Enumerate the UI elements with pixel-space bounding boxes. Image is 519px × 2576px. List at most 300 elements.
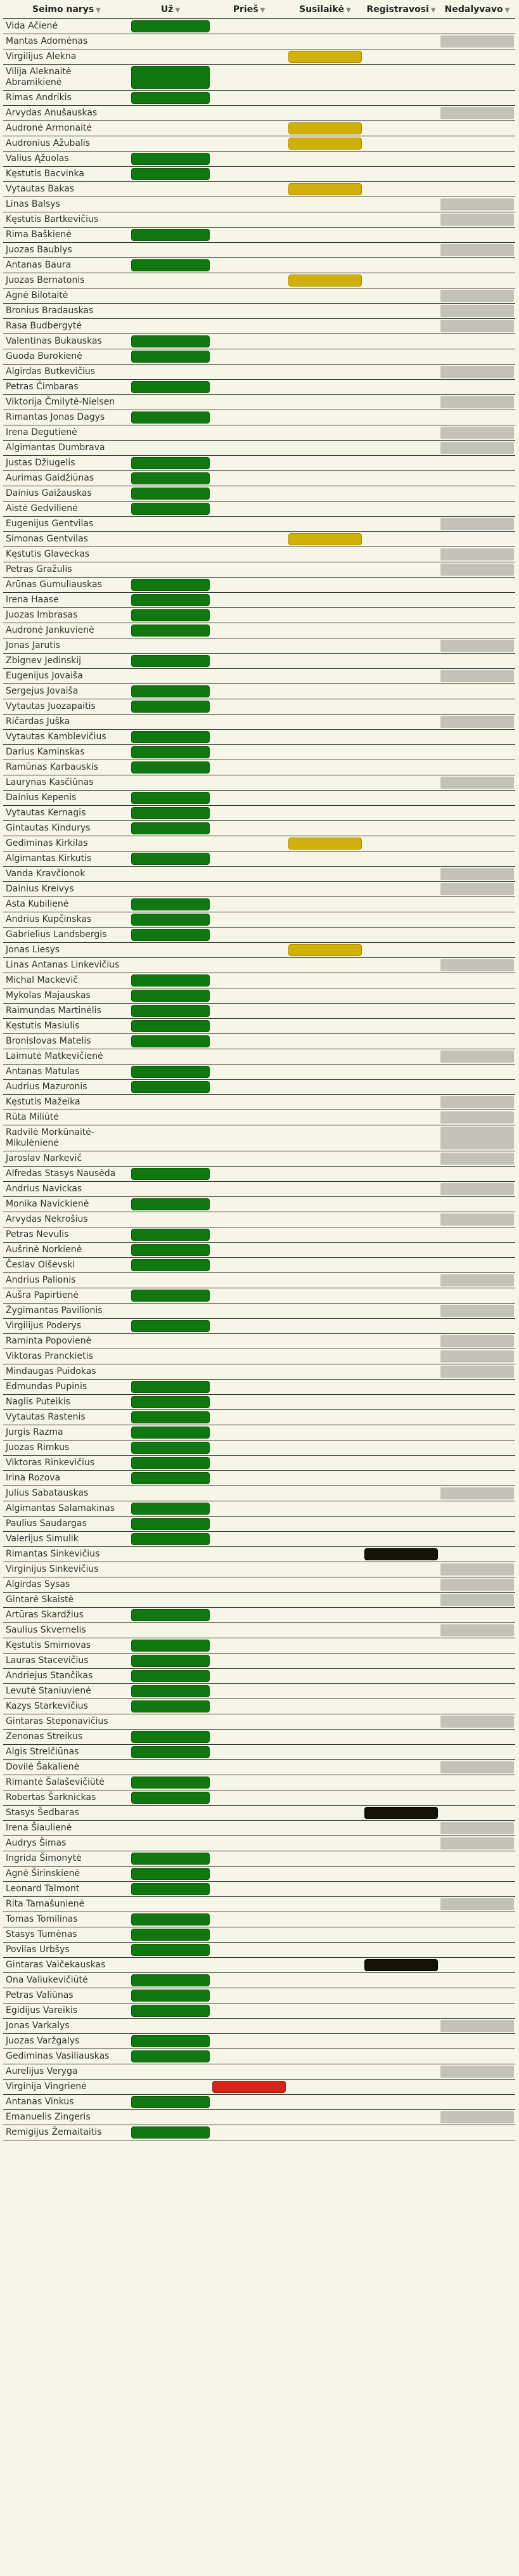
vote-cell-susilaike — [287, 1897, 363, 1912]
vote-bar-nedalyvavo — [440, 2111, 514, 2123]
member-name: Gintarė Skaistė — [3, 1593, 130, 1608]
member-name: Dainius Kreivys — [3, 882, 130, 897]
vote-cell-pries — [211, 19, 287, 34]
table-row — [3, 2125, 515, 2140]
vote-bar-nedalyvavo — [440, 244, 514, 256]
vote-cell-registravosi — [363, 1943, 439, 1958]
vote-cell-susilaike — [287, 1532, 363, 1547]
vote-cell-registravosi — [363, 1349, 439, 1364]
vote-cell-registravosi — [363, 654, 439, 669]
vote-cell-registravosi — [363, 517, 439, 532]
vote-cell-nedalyvavo — [439, 1440, 515, 1456]
table-row — [3, 1851, 515, 1867]
vote-cell-pries — [211, 1867, 287, 1882]
column-header-registravosi[interactable] — [363, 0, 439, 19]
table-row — [3, 1380, 515, 1395]
vote-cell-registravosi — [363, 1182, 439, 1197]
vote-bar-nedalyvavo — [440, 1350, 514, 1362]
vote-cell-susilaike — [287, 486, 363, 502]
member-name: Zenonas Streikus — [3, 1730, 130, 1745]
member-name: Linas Balsys — [3, 197, 130, 212]
vote-bar-nedalyvavo — [440, 320, 514, 332]
vote-cell-za — [130, 1547, 211, 1562]
column-header-nedalyvavo[interactable] — [439, 0, 515, 19]
vote-bar-nedalyvavo — [440, 548, 514, 560]
table-row — [3, 1212, 515, 1227]
vote-cell-za — [130, 1714, 211, 1730]
vote-cell-nedalyvavo — [439, 1501, 515, 1517]
vote-cell-nedalyvavo — [439, 319, 515, 334]
vote-cell-pries — [211, 349, 287, 365]
table-row — [3, 1669, 515, 1684]
vote-cell-pries — [211, 1821, 287, 1836]
vote-cell-registravosi — [363, 273, 439, 288]
member-name: Antanas Matulas — [3, 1065, 130, 1080]
vote-cell-registravosi — [363, 1065, 439, 1080]
vote-cell-nedalyvavo — [439, 1882, 515, 1897]
vote-cell-nedalyvavo — [439, 1080, 515, 1095]
vote-bar-za — [131, 2035, 210, 2047]
vote-bar-registravosi — [364, 1807, 438, 1819]
vote-bar-za — [131, 168, 210, 180]
vote-cell-pries — [211, 958, 287, 973]
vote-cell-pries — [211, 1699, 287, 1714]
vote-cell-registravosi — [363, 2064, 439, 2080]
vote-cell-registravosi — [363, 1806, 439, 1821]
vote-cell-registravosi — [363, 243, 439, 258]
vote-bar-za — [131, 898, 210, 910]
table-row — [3, 851, 515, 867]
vote-cell-susilaike — [287, 365, 363, 380]
vote-cell-nedalyvavo — [439, 1182, 515, 1197]
vote-cell-susilaike — [287, 349, 363, 365]
table-row — [3, 1790, 515, 1806]
vote-cell-nedalyvavo — [439, 304, 515, 319]
table-row — [3, 121, 515, 136]
vote-cell-nedalyvavo — [439, 928, 515, 943]
table-row — [3, 1608, 515, 1623]
vote-cell-za — [130, 471, 211, 486]
vote-cell-za — [130, 65, 211, 91]
vote-cell-pries — [211, 1258, 287, 1273]
member-name: Jonas Jarutis — [3, 638, 130, 654]
vote-cell-registravosi — [363, 91, 439, 106]
vote-cell-za — [130, 2003, 211, 2019]
vote-bar-za — [131, 746, 210, 758]
table-row — [3, 562, 515, 578]
vote-cell-registravosi — [363, 1034, 439, 1049]
member-name: Monika Navickienė — [3, 1197, 130, 1212]
member-name: Arūnas Gumuliauskas — [3, 578, 130, 593]
vote-bar-nedalyvavo — [440, 670, 514, 682]
vote-cell-registravosi — [363, 65, 439, 91]
member-name: Ona Valiukevičiūtė — [3, 1973, 130, 1988]
vote-cell-susilaike — [287, 836, 363, 851]
vote-bar-za — [131, 1746, 210, 1758]
vote-cell-za — [130, 745, 211, 760]
member-name: Audronė Armonaitė — [3, 121, 130, 136]
vote-cell-susilaike — [287, 2003, 363, 2019]
vote-cell-susilaike — [287, 1095, 363, 1110]
vote-cell-susilaike — [287, 1623, 363, 1638]
vote-bar-za — [131, 1518, 210, 1530]
member-name: Tomas Tomilinas — [3, 1912, 130, 1927]
vote-bar-za — [131, 1005, 210, 1017]
vote-cell-za — [130, 1608, 211, 1623]
table-header-row — [3, 0, 515, 19]
table-row — [3, 1517, 515, 1532]
member-name: Bronislovas Matelis — [3, 1034, 130, 1049]
vote-cell-za — [130, 349, 211, 365]
vote-cell-nedalyvavo — [439, 1821, 515, 1836]
table-row — [3, 1927, 515, 1943]
vote-cell-za — [130, 1638, 211, 1654]
vote-cell-nedalyvavo — [439, 669, 515, 684]
sort-desc-icon: ▼ — [504, 6, 510, 14]
vote-cell-za — [130, 486, 211, 502]
member-name: Žygimantas Pavilionis — [3, 1304, 130, 1319]
vote-cell-susilaike — [287, 1851, 363, 1867]
vote-bar-za — [131, 2005, 210, 2017]
vote-cell-nedalyvavo — [439, 532, 515, 547]
vote-cell-pries — [211, 456, 287, 471]
vote-cell-susilaike — [287, 319, 363, 334]
vote-cell-za — [130, 988, 211, 1004]
column-header-za[interactable] — [130, 0, 211, 19]
member-name: Valius Ąžuolas — [3, 152, 130, 167]
member-name: Agnė Bilotaitė — [3, 288, 130, 304]
vote-cell-pries — [211, 243, 287, 258]
vote-cell-susilaike — [287, 851, 363, 867]
vote-bar-nedalyvavo — [440, 442, 514, 454]
vote-cell-nedalyvavo — [439, 228, 515, 243]
vote-cell-registravosi — [363, 106, 439, 121]
vote-cell-nedalyvavo — [439, 821, 515, 836]
vote-cell-za — [130, 851, 211, 867]
vote-cell-nedalyvavo — [439, 1943, 515, 1958]
vote-cell-nedalyvavo — [439, 395, 515, 410]
vote-cell-registravosi — [363, 1197, 439, 1212]
member-name: Aurimas Gaidžiūnas — [3, 471, 130, 486]
vote-cell-pries — [211, 1019, 287, 1034]
member-name: Juozas Rimkus — [3, 1440, 130, 1456]
vote-bar-za — [131, 2126, 210, 2139]
vote-cell-nedalyvavo — [439, 1623, 515, 1638]
vote-cell-pries — [211, 1897, 287, 1912]
vote-bar-nedalyvavo — [440, 1153, 514, 1165]
vote-cell-registravosi — [363, 1912, 439, 1927]
vote-cell-susilaike — [287, 471, 363, 486]
table-row — [3, 608, 515, 623]
vote-cell-registravosi — [363, 821, 439, 836]
column-header-pries[interactable] — [211, 0, 287, 19]
vote-cell-pries — [211, 1004, 287, 1019]
member-name: Mantas Adomėnas — [3, 34, 130, 49]
vote-bar-za — [131, 1066, 210, 1078]
table-row — [3, 19, 515, 34]
vote-cell-za — [130, 578, 211, 593]
member-name: Algirdas Sysas — [3, 1577, 130, 1593]
vote-cell-za — [130, 1065, 211, 1080]
vote-cell-za — [130, 1410, 211, 1425]
vote-cell-pries — [211, 2125, 287, 2140]
vote-cell-pries — [211, 106, 287, 121]
vote-bar-za — [131, 1457, 210, 1469]
vote-cell-nedalyvavo — [439, 1212, 515, 1227]
column-header-name-label: Seimo narys — [32, 4, 94, 15]
vote-cell-nedalyvavo — [439, 1334, 515, 1349]
member-name: Antanas Baura — [3, 258, 130, 273]
vote-cell-za — [130, 1425, 211, 1440]
table-row — [3, 1943, 515, 1958]
vote-cell-pries — [211, 578, 287, 593]
vote-cell-registravosi — [363, 1440, 439, 1456]
vote-cell-susilaike — [287, 775, 363, 791]
vote-bar-za — [131, 701, 210, 713]
table-row — [3, 1501, 515, 1517]
vote-bar-nedalyvavo — [440, 2020, 514, 2032]
column-header-name[interactable] — [3, 0, 130, 19]
vote-cell-za — [130, 836, 211, 851]
vote-cell-za — [130, 1486, 211, 1501]
vote-bar-nedalyvavo — [440, 518, 514, 530]
vote-cell-za — [130, 49, 211, 65]
vote-cell-susilaike — [287, 1654, 363, 1669]
vote-cell-za — [130, 502, 211, 517]
vote-cell-nedalyvavo — [439, 19, 515, 34]
vote-cell-za — [130, 34, 211, 49]
table-row — [3, 532, 515, 547]
vote-cell-nedalyvavo — [439, 1836, 515, 1851]
vote-bar-za — [131, 92, 210, 104]
table-row — [3, 273, 515, 288]
vote-cell-susilaike — [287, 1288, 363, 1304]
vote-cell-nedalyvavo — [439, 273, 515, 288]
vote-cell-registravosi — [363, 1425, 439, 1440]
vote-cell-pries — [211, 2034, 287, 2049]
vote-cell-za — [130, 1349, 211, 1364]
member-name: Kęstutis Mažeika — [3, 1095, 130, 1110]
member-name: Irina Rozova — [3, 1471, 130, 1486]
vote-cell-susilaike — [287, 1517, 363, 1532]
vote-cell-registravosi — [363, 867, 439, 882]
vote-cell-za — [130, 1182, 211, 1197]
member-name: Česlav Olševski — [3, 1258, 130, 1273]
member-name: Mindaugas Puidokas — [3, 1364, 130, 1380]
vote-cell-registravosi — [363, 1745, 439, 1760]
vote-cell-nedalyvavo — [439, 562, 515, 578]
vote-bar-nedalyvavo — [440, 36, 514, 48]
member-name: Algimantas Kirkutis — [3, 851, 130, 867]
vote-cell-pries — [211, 897, 287, 912]
vote-cell-pries — [211, 2049, 287, 2064]
vote-cell-registravosi — [363, 258, 439, 273]
vote-cell-za — [130, 19, 211, 34]
table-row — [3, 106, 515, 121]
vote-cell-pries — [211, 258, 287, 273]
vote-bar-za — [131, 503, 210, 515]
table-row — [3, 334, 515, 349]
vote-cell-za — [130, 2034, 211, 2049]
vote-cell-pries — [211, 654, 287, 669]
member-name: Leonard Talmont — [3, 1882, 130, 1897]
vote-bar-za — [131, 1731, 210, 1743]
vote-cell-registravosi — [363, 851, 439, 867]
vote-cell-pries — [211, 928, 287, 943]
vote-cell-za — [130, 562, 211, 578]
vote-cell-susilaike — [287, 1065, 363, 1080]
vote-cell-registravosi — [363, 197, 439, 212]
vote-cell-nedalyvavo — [439, 2003, 515, 2019]
vote-cell-registravosi — [363, 2095, 439, 2110]
vote-cell-pries — [211, 1517, 287, 1532]
vote-bar-za — [131, 1777, 210, 1789]
table-row — [3, 1654, 515, 1669]
vote-cell-registravosi — [363, 1456, 439, 1471]
vote-cell-susilaike — [287, 1745, 363, 1760]
vote-cell-susilaike — [287, 34, 363, 49]
vote-cell-za — [130, 1125, 211, 1151]
member-name: Vida Ačienė — [3, 19, 130, 34]
vote-cell-registravosi — [363, 1623, 439, 1638]
vote-cell-pries — [211, 1425, 287, 1440]
sort-desc-icon: ▼ — [430, 6, 436, 14]
vote-cell-pries — [211, 806, 287, 821]
vote-cell-pries — [211, 1912, 287, 1927]
vote-cell-susilaike — [287, 1319, 363, 1334]
table-row — [3, 1227, 515, 1243]
vote-cell-susilaike — [287, 136, 363, 152]
vote-cell-susilaike — [287, 1258, 363, 1273]
vote-bar-za — [131, 974, 210, 987]
column-header-susilaike[interactable] — [287, 0, 363, 19]
vote-cell-za — [130, 821, 211, 836]
vote-cell-za — [130, 1760, 211, 1775]
vote-cell-pries — [211, 851, 287, 867]
vote-cell-za — [130, 882, 211, 897]
column-header-za-label: Už — [160, 4, 174, 15]
vote-cell-susilaike — [287, 1988, 363, 2003]
vote-cell-nedalyvavo — [439, 456, 515, 471]
vote-cell-pries — [211, 1410, 287, 1425]
vote-cell-susilaike — [287, 425, 363, 441]
vote-cell-nedalyvavo — [439, 1065, 515, 1080]
vote-cell-nedalyvavo — [439, 91, 515, 106]
vote-cell-nedalyvavo — [439, 2080, 515, 2095]
vote-cell-za — [130, 1151, 211, 1167]
vote-cell-pries — [211, 1049, 287, 1065]
member-name: Robertas Šarknickas — [3, 1790, 130, 1806]
vote-bar-za — [131, 259, 210, 271]
table-row — [3, 988, 515, 1004]
table-row — [3, 1243, 515, 1258]
vote-cell-nedalyvavo — [439, 1973, 515, 1988]
vote-bar-nedalyvavo — [440, 959, 514, 971]
vote-cell-za — [130, 958, 211, 973]
vote-cell-za — [130, 1395, 211, 1410]
vote-cell-nedalyvavo — [439, 2064, 515, 2080]
vote-cell-nedalyvavo — [439, 152, 515, 167]
table-row — [3, 456, 515, 471]
vote-bar-susilaike — [288, 138, 362, 150]
vote-cell-susilaike — [287, 1080, 363, 1095]
vote-cell-registravosi — [363, 836, 439, 851]
vote-bar-za — [131, 594, 210, 606]
table-row — [3, 912, 515, 928]
vote-cell-nedalyvavo — [439, 1638, 515, 1654]
table-row — [3, 258, 515, 273]
vote-bar-za — [131, 2096, 210, 2108]
member-name: Vytautas Bakas — [3, 182, 130, 197]
table-row — [3, 1988, 515, 2003]
vote-cell-nedalyvavo — [439, 1912, 515, 1927]
vote-cell-registravosi — [363, 1501, 439, 1517]
table-row — [3, 1699, 515, 1714]
member-name: Aušrinė Norkienė — [3, 1243, 130, 1258]
vote-bar-nedalyvavo — [440, 777, 514, 789]
vote-cell-susilaike — [287, 669, 363, 684]
vote-cell-nedalyvavo — [439, 1699, 515, 1714]
table-row — [3, 1273, 515, 1288]
table-row — [3, 167, 515, 182]
vote-cell-susilaike — [287, 1699, 363, 1714]
vote-bar-nedalyvavo — [440, 1563, 514, 1576]
vote-cell-susilaike — [287, 1486, 363, 1501]
vote-cell-nedalyvavo — [439, 167, 515, 182]
vote-cell-za — [130, 2095, 211, 2110]
vote-cell-registravosi — [363, 1988, 439, 2003]
vote-cell-za — [130, 1669, 211, 1684]
vote-bar-nedalyvavo — [440, 1127, 514, 1149]
vote-cell-za — [130, 1273, 211, 1288]
vote-bar-nedalyvavo — [440, 1898, 514, 1910]
vote-cell-susilaike — [287, 958, 363, 973]
vote-cell-za — [130, 699, 211, 715]
vote-cell-nedalyvavo — [439, 1608, 515, 1623]
vote-cell-registravosi — [363, 775, 439, 791]
member-name: Jurgis Razma — [3, 1425, 130, 1440]
vote-cell-nedalyvavo — [439, 136, 515, 152]
vote-cell-pries — [211, 1151, 287, 1167]
vote-bar-za — [131, 1020, 210, 1032]
vote-cell-susilaike — [287, 106, 363, 121]
vote-cell-pries — [211, 1562, 287, 1577]
vote-cell-pries — [211, 1608, 287, 1623]
vote-cell-za — [130, 1334, 211, 1349]
vote-cell-susilaike — [287, 1304, 363, 1319]
vote-bar-za — [131, 1472, 210, 1484]
vote-cell-susilaike — [287, 1349, 363, 1364]
vote-bar-za — [131, 1868, 210, 1880]
vote-bar-nedalyvavo — [440, 305, 514, 317]
member-name: Petras Nevulis — [3, 1227, 130, 1243]
vote-cell-susilaike — [287, 1182, 363, 1197]
vote-cell-nedalyvavo — [439, 1034, 515, 1049]
vote-cell-pries — [211, 1958, 287, 1973]
vote-cell-susilaike — [287, 1760, 363, 1775]
vote-cell-pries — [211, 517, 287, 532]
table-row — [3, 304, 515, 319]
vote-cell-registravosi — [363, 49, 439, 65]
vote-cell-pries — [211, 821, 287, 836]
vote-cell-nedalyvavo — [439, 745, 515, 760]
vote-cell-registravosi — [363, 958, 439, 973]
vote-cell-nedalyvavo — [439, 1095, 515, 1110]
table-row — [3, 715, 515, 730]
table-row — [3, 2049, 515, 2064]
vote-cell-susilaike — [287, 638, 363, 654]
table-row — [3, 1638, 515, 1654]
